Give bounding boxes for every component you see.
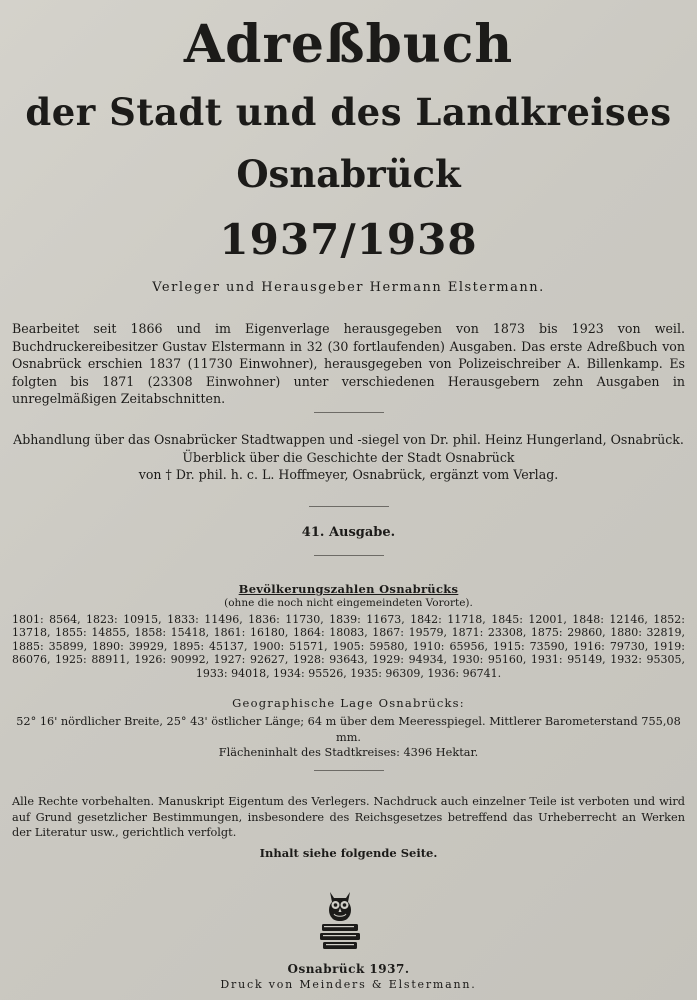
title-line-2: der Stadt und des Landkreises [25, 90, 672, 134]
treatise-line-2: Überblick über die Geschichte der Stadt Osnabrück [182, 449, 515, 465]
imprint-place-year: Osnabrück 1937. [287, 962, 410, 976]
geography-line-2: Flächeninhalt des Stadtkreises: 4396 Hektar. [218, 746, 479, 759]
geography-line-1: 52° 16' nördlicher Breite, 25° 43' östlicher Länge; 64 m über dem Meeresspiegel. Mittlerer Barometerstand 755,08 mm. [16, 715, 681, 744]
owl-on-books-icon [318, 888, 362, 952]
rights-notice: Alle Rechte vorbehalten. Manuskript Eigentum des Verlegers. Nachdruck auch einzelner Teile ist verboten und wird auf Grund gesetzlicher Bestimmungen, insbesondere des Reichsgesetzes betreffend das Urheberrecht an Werken der Literatur usw., gerichtlich verfolgt. [12, 795, 685, 839]
publisher-line: Verleger und Herausgeber Hermann Elstermann. [152, 280, 545, 295]
treatise-line-3: von † Dr. phil. h. c. L. Hoffmeyer, Osnabrück, ergänzt vom Verlag. [138, 467, 559, 482]
population-title: Bevölkerungszahlen Osnabrücks [238, 582, 459, 596]
divider [314, 555, 384, 556]
divider [314, 412, 384, 413]
imprint-printer: Druck von Meinders & Elstermann. [220, 978, 477, 991]
treatise-line-1: Abhandlung über das Osnabrücker Stadtwappen und -siegel von Dr. phil. Heinz Hungerland, Osnabrück. [13, 432, 684, 447]
title-year: 1937/1938 [219, 215, 478, 264]
treatise-block [0, 431, 697, 484]
population-subtitle: (ohne die noch nicht eingemeindeten Vororte). [224, 597, 473, 609]
divider [314, 770, 384, 771]
geography-block [12, 714, 685, 761]
title-line-3: Osnabrück [236, 152, 461, 196]
edition-label: 41. Ausgabe. [301, 525, 396, 540]
title-line-1: Adreßbuch [183, 14, 514, 75]
population-figures: 1801: 8564, 1823: 10915, 1833: 11496, 1836: 11730, 1839: 11673, 1842: 11718, 1845: 12001, 1848: 12146, 1852: 13718, 1855: 14855, 1858: 15418, 1861: 16180, 1864: 18083, 1867: 19579, 1871: 23308, 1875: 29860, 1880: 32819, 1885: 35899, 1890: 39929, 1895: 45137, 1900: 51571, 1905: 59580, 1910: 65956, 1915: 73590, 1916: 79730, 1919: 86076, 1925: 88911, 1926: 90992, 1927: 92627, 1928: 93643, 1929: 94934, 1930: 95160, 1931: 95149, 1932: 95305, 1933: 94018, 1934: 95526, 1935: 96309, 1936: 96741. [12, 613, 685, 680]
divider [309, 506, 389, 507]
history-paragraph: Bearbeitet seit 1866 und im Eigenverlage herausgegeben von 1873 bis 1923 von weil. Buchdruckereibesitzer Gustav Elstermann in 32 (30 fortlaufenden) Ausgaben. Das erste Adreßbuch von Osnabrück erschien 1837 (11730 Einwohner), herausgegeben von Polizeischreiber A. Billenkamp. Es folgten bis 1871 (23308 Einwohner) unter verschiedenen Herausgebern zehn Ausgaben in unregelmäßigen Zeitabschnitten. [12, 321, 685, 406]
contents-note: Inhalt siehe folgende Seite. [259, 846, 438, 860]
geography-title: Geographische Lage Osnabrücks: [232, 696, 465, 710]
